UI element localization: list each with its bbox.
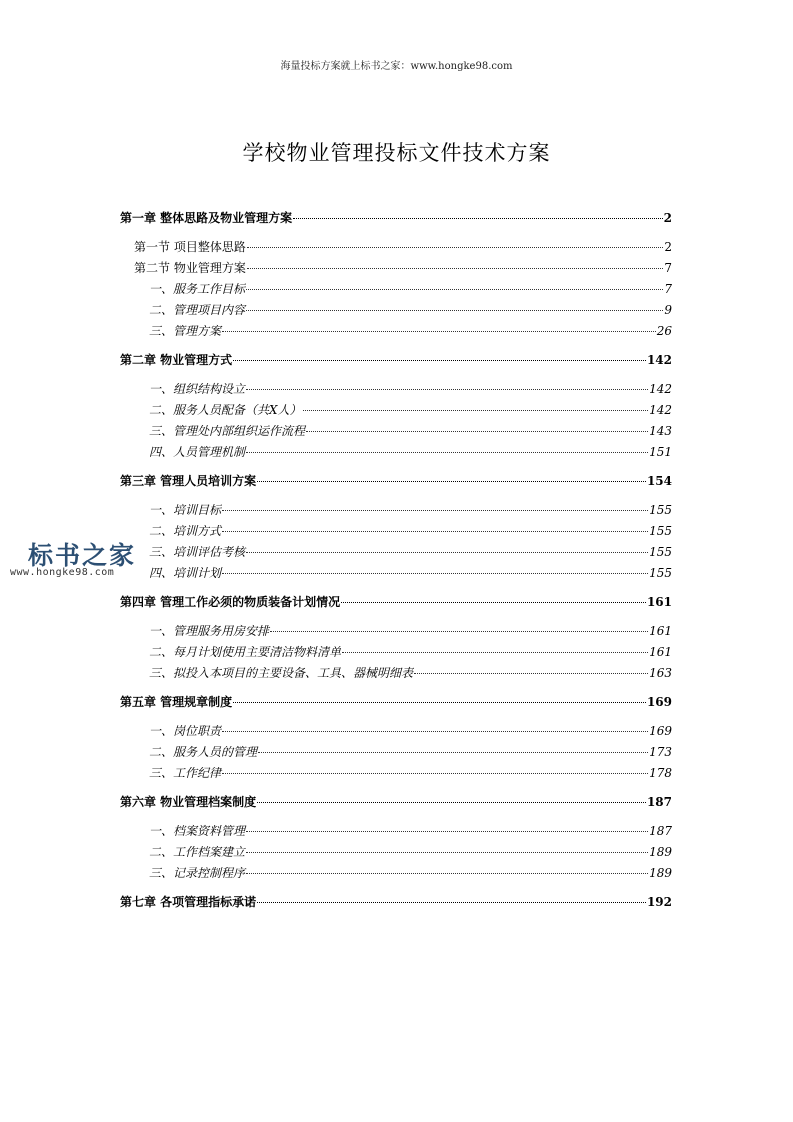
toc-entry-page: 173	[649, 745, 672, 759]
dot-leader	[222, 510, 648, 511]
toc-entry-label: 第六章 物业管理档案制度	[120, 795, 257, 809]
toc-entry-label: 第二章 物业管理方式	[120, 353, 233, 367]
dot-leader	[222, 731, 648, 732]
toc-entry-label: 三、拟投入本项目的主要设备、工具、器械明细表	[149, 666, 414, 680]
toc-item-row[interactable]	[149, 523, 672, 539]
toc-item-row[interactable]	[149, 723, 672, 739]
toc-entry-label: 二、工作档案建立	[149, 845, 246, 859]
toc-item-row[interactable]	[149, 302, 672, 318]
dot-leader	[222, 773, 648, 774]
toc-chapter-row[interactable]	[120, 894, 672, 910]
toc-chapter-row[interactable]	[120, 594, 672, 610]
toc-item-row[interactable]	[149, 644, 672, 660]
toc-item-row[interactable]	[149, 823, 672, 839]
dot-leader	[246, 289, 663, 290]
toc-entry-label: 一、管理服务用房安排	[149, 624, 270, 638]
dot-leader	[257, 802, 646, 803]
toc-entry-page: 151	[649, 445, 672, 459]
toc-entry-page: 169	[649, 724, 672, 738]
toc-entry-label: 一、培训目标	[149, 503, 222, 517]
dot-leader	[233, 360, 646, 361]
toc-entry-label: 三、管理方案	[149, 324, 222, 338]
dot-leader	[222, 573, 648, 574]
dot-leader	[247, 268, 664, 269]
watermark-brand: 标书之家	[28, 541, 137, 570]
toc-entry-label: 二、服务人员配备（共X人）	[149, 403, 302, 417]
toc-entry-page: 2	[663, 211, 672, 225]
toc-entry-label: 二、每月计划使用主要清洁物料清单	[149, 645, 342, 659]
dot-leader	[246, 852, 648, 853]
toc-entry-page: 161	[646, 595, 672, 609]
dot-leader	[257, 481, 646, 482]
toc-entry-page: 155	[649, 545, 672, 559]
toc-entry-label: 一、档案资料管理	[149, 824, 246, 838]
toc-entry-label: 三、工作纪律	[149, 766, 222, 780]
dot-leader	[246, 552, 648, 553]
toc-entry-label: 第四章 管理工作必须的物质装备计划情况	[120, 595, 341, 609]
toc-entry-label: 三、管理处内部组织运作流程	[149, 424, 306, 438]
toc-entry-page: 142	[649, 403, 672, 417]
toc-entry-page: 143	[649, 424, 672, 438]
toc-entry-label: 二、培训方式	[149, 524, 222, 538]
dot-leader	[233, 702, 646, 703]
toc-entry-label: 一、服务工作目标	[149, 282, 246, 296]
toc-item-row[interactable]	[149, 744, 672, 760]
dot-leader	[342, 652, 648, 653]
dot-leader	[414, 673, 648, 674]
toc-item-row[interactable]	[149, 865, 672, 881]
dot-leader	[341, 602, 646, 603]
dot-leader	[270, 631, 648, 632]
toc-chapter-row[interactable]	[120, 694, 672, 710]
toc-item-row[interactable]	[149, 423, 672, 439]
toc-entry-page: 155	[649, 503, 672, 517]
toc-item-row[interactable]	[149, 623, 672, 639]
toc-entry-label: 一、岗位职责	[149, 724, 222, 738]
dot-leader	[246, 873, 648, 874]
toc-entry-label: 二、管理项目内容	[149, 303, 246, 317]
toc-entry-page: 161	[649, 645, 672, 659]
toc-entry-page: 9	[664, 303, 672, 317]
toc-entry-label: 四、培训计划	[149, 566, 222, 580]
toc-entry-page: 189	[649, 866, 672, 880]
toc-entry-label: 三、记录控制程序	[149, 866, 246, 880]
dot-leader	[246, 452, 648, 453]
toc-entry-page: 142	[649, 382, 672, 396]
toc-entry-label: 二、服务人员的管理	[149, 745, 258, 759]
page-header: 海量投标方案就上标书之家：www.hongke98.com	[280, 61, 513, 72]
dot-leader	[257, 902, 646, 903]
toc-entry-page: 161	[649, 624, 672, 638]
toc-item-row[interactable]	[149, 281, 672, 297]
toc-item-row[interactable]	[149, 381, 672, 397]
toc-item-row[interactable]	[149, 544, 672, 560]
dot-leader	[293, 218, 662, 219]
dot-leader	[246, 389, 648, 390]
toc-entry-page: 142	[646, 353, 672, 367]
toc-item-row[interactable]	[149, 502, 672, 518]
toc-entry-label: 第二节 物业管理方案	[134, 261, 246, 275]
dot-leader	[222, 331, 656, 332]
toc-item-row[interactable]	[149, 665, 672, 681]
toc-chapter-row[interactable]	[120, 794, 672, 810]
toc-entry-page: 2	[664, 240, 672, 254]
dot-leader	[303, 410, 649, 411]
toc-item-row[interactable]	[149, 444, 672, 460]
dot-leader	[222, 531, 648, 532]
toc-chapter-row[interactable]	[120, 352, 672, 368]
toc-item-row[interactable]	[149, 565, 672, 581]
toc-item-row[interactable]	[149, 402, 672, 418]
toc-entry-label: 一、组织结构设立	[149, 382, 246, 396]
toc-section-row[interactable]	[134, 260, 672, 276]
toc-entry-label: 第五章 管理规章制度	[120, 695, 233, 709]
watermark-url: www.hongke98.com	[10, 567, 115, 578]
toc-chapter-row[interactable]	[120, 210, 672, 226]
toc-section-row[interactable]	[134, 239, 672, 255]
toc-entry-label: 四、人员管理机制	[149, 445, 246, 459]
dot-leader	[247, 247, 664, 248]
toc-entry-page: 155	[649, 566, 672, 580]
toc-entry-page: 169	[646, 695, 672, 709]
toc-item-row[interactable]	[149, 765, 672, 781]
toc-entry-label: 第一章 整体思路及物业管理方案	[120, 211, 293, 225]
dot-leader	[246, 310, 663, 311]
toc-entry-label: 第七章 各项管理指标承诺	[120, 895, 257, 909]
dot-leader	[246, 831, 648, 832]
toc-entry-label: 第三章 管理人员培训方案	[120, 474, 257, 488]
toc-entry-page: 187	[649, 824, 672, 838]
document-title: 学校物业管理投标文件技术方案	[242, 141, 551, 165]
toc-entry-page: 7	[664, 261, 672, 275]
toc-entry-page: 189	[649, 845, 672, 859]
toc-entry-page: 7	[664, 282, 672, 296]
toc-chapter-row[interactable]	[120, 473, 672, 489]
toc-entry-page: 163	[649, 666, 672, 680]
watermark-logo	[10, 536, 158, 586]
toc-entry-page: 155	[649, 524, 672, 538]
toc-entry-page: 154	[646, 474, 672, 488]
toc-entry-label: 第一节 项目整体思路	[134, 240, 246, 254]
dot-leader	[306, 431, 648, 432]
toc-item-row[interactable]	[149, 844, 672, 860]
toc-entry-page: 187	[646, 795, 672, 809]
toc-entry-label: 三、培训评估考核	[149, 545, 246, 559]
toc-entry-page: 178	[649, 766, 672, 780]
toc-entry-page: 192	[646, 895, 672, 909]
dot-leader	[258, 752, 648, 753]
toc-entry-page: 26	[656, 324, 672, 338]
toc-item-row[interactable]	[149, 323, 672, 339]
